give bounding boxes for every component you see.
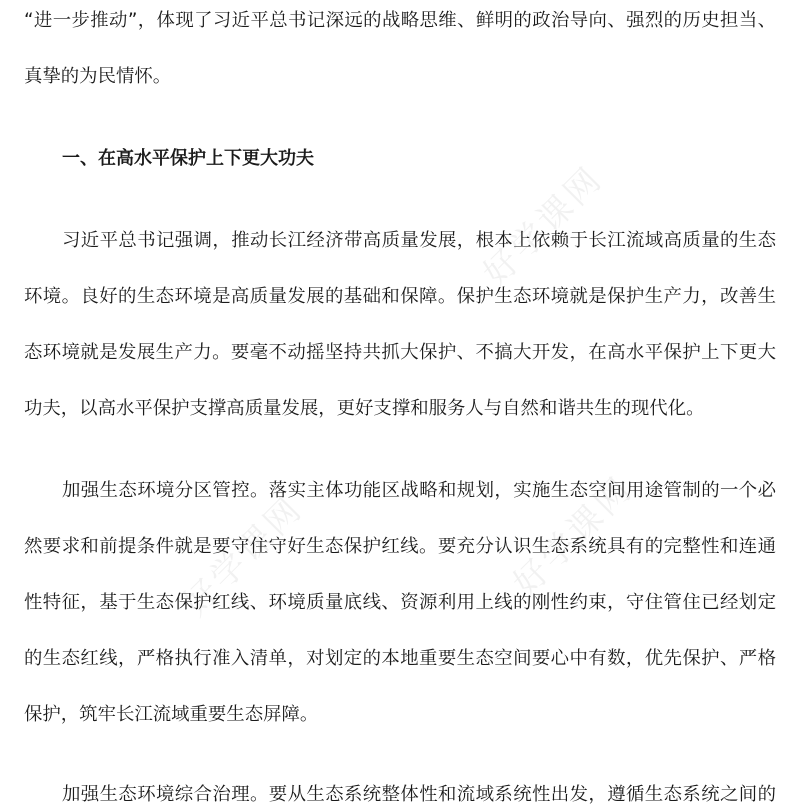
paragraph-line: “进一步推动”，体现了习近平总书记深远的战略思维、鲜明的政治导向、强烈的历史担当、 — [24, 10, 776, 31]
paragraph-line: 的生态红线，严格执行准入清单，对划定的本地重要生态空间要心中有数，优先保护、严格 — [24, 648, 776, 669]
paragraph-line: 保护，筑牢长江流域重要生态屏障。 — [24, 704, 319, 725]
watermark: 好学课网 — [175, 488, 312, 624]
paragraph-line: 加强生态环境分区管控。落实主体功能区战略和规划，实施生态空间用途管制的一个必 — [62, 480, 776, 501]
paragraph-line: 功夫，以高水平保护支撑高质量发展，更好支撑和服务人与自然和谐共生的现代化。 — [24, 398, 705, 419]
paragraph-line: 真挚的为民情怀。 — [24, 66, 172, 87]
watermark: 好学课网 — [475, 158, 612, 294]
paragraph-line: 加强生态环境综合治理。要从生态系统整体性和流域系统性出发，遵循生态系统之间的 — [62, 784, 776, 805]
paragraph-line: 然要求和前提条件就是要守住守好生态保护红线。要充分认识生态系统具有的完整性和连通 — [24, 536, 776, 557]
paragraph-line: 性特征，基于生态保护红线、环境质量底线、资源利用上线的刚性约束，守住管住已经划定 — [24, 592, 776, 613]
section-heading: 一、在高水平保护上下更大功夫 — [62, 148, 314, 169]
watermark: 好学课网 — [505, 468, 642, 604]
paragraph-line: 习近平总书记强调，推动长江经济带高质量发展，根本上依赖于长江流域高质量的生态 — [62, 230, 776, 251]
paragraph-line: 环境。良好的生态环境是高质量发展的基础和保障。保护生态环境就是保护生产力，改善生 — [24, 286, 776, 307]
paragraph-line: 态环境就是发展生产力。要毫不动摇坚持共抓大保护、不搞大开发，在高水平保护上下更大 — [24, 342, 776, 363]
